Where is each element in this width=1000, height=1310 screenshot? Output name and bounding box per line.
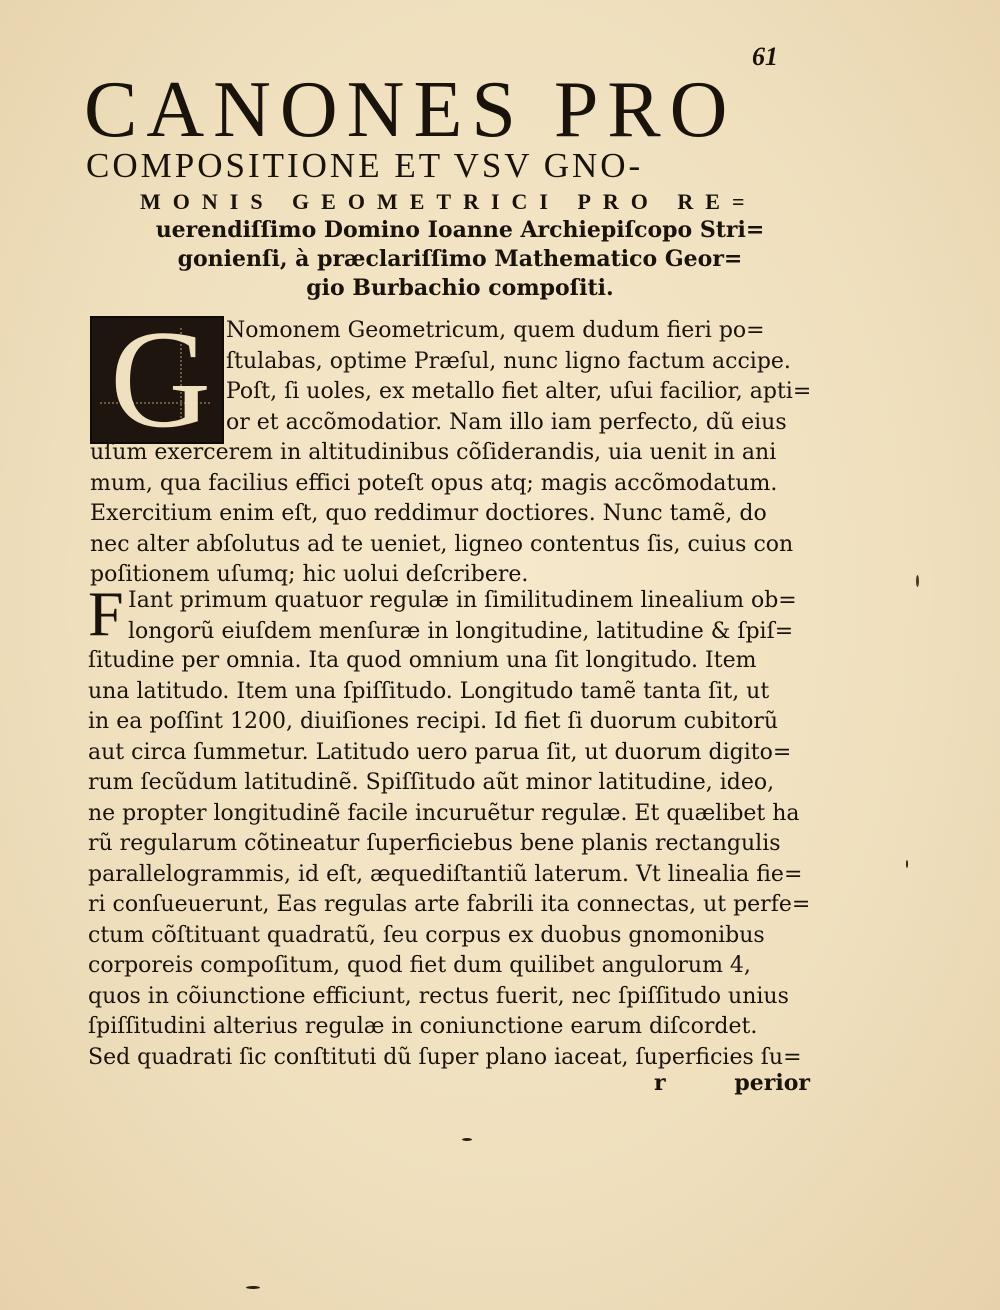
ink-speck <box>246 1286 260 1289</box>
paragraph-2-initial: F <box>88 578 124 649</box>
title-line-3: MONIS GEOMETRICI PRO RE= <box>140 189 757 214</box>
text-line: ſpiſſitudini alterius regulæ in coniunctione earum diſcordet. <box>88 1014 758 1039</box>
text-line: aut circa ſummetur. Latitudo uero parua ſit, ut duorum digito= <box>88 739 792 765</box>
paragraph-1-body <box>90 438 806 591</box>
text-line: Nomonem Geometricum, quem dudum fieri po= <box>226 318 765 343</box>
text-line: parallelogrammis, id eſt, æquediſtantiũ laterum. Vt linealia fie= <box>88 861 803 887</box>
text-line: Poſt, ſi uoles, ex metallo fiet alter, uſui facilior, apti= <box>226 379 812 404</box>
text-line: or et accõmodatior. Nam illo iam perfecto, dũ eius <box>226 409 787 435</box>
text-line: nec alter abſolutus ad te ueniet, ligneo contentus ſis, cuius con <box>90 531 794 557</box>
text-line: una latitudo. Item una ſpiſſitudo. Longitudo tamẽ tanta ſit, ut <box>88 678 770 704</box>
text-line: ri conſueuerunt, Eas regulas arte fabrili ita connectas, ut perfe= <box>88 892 811 917</box>
text-line: mum, qua facilius effici poteſt opus atq; magis accõmodatum. <box>90 470 778 496</box>
title-line-1: CANONES PRO <box>84 66 737 154</box>
text-line: poſitionem uſumq; hic uolui deſcribere. <box>90 562 529 587</box>
text-line: ſitudine per omnia. Ita quod omnium una ſit longitudo. Item <box>88 648 757 673</box>
catchwords <box>600 1068 810 1098</box>
dedication-line: gio Burbachio compoſiti. <box>306 275 614 301</box>
text-line: uſum exercerem in altitudinibus cõſiderandis, uia uenit in ani <box>90 440 777 465</box>
ink-speck <box>916 575 919 587</box>
paragraph-2-body <box>88 646 811 1073</box>
text-line: rũ regularum cõtineatur ſuperficiebus bene planis rectangulis <box>88 831 781 856</box>
text-line: Exercitium enim eſt, quo reddimur doctiores. Nunc tamẽ, do <box>90 501 767 526</box>
text-line: rum ſecũdum latitudinẽ. Spiſſitudo aũt minor latitudine, ideo, <box>88 770 775 795</box>
catchword: perior <box>734 1070 810 1096</box>
text-line: ctum cõſtituant quadratũ, ſeu corpus ex duobus gnomonibus <box>88 922 765 948</box>
paragraph-2-indented <box>128 586 808 647</box>
ink-speck <box>462 1138 472 1141</box>
paragraph-1-indented <box>226 316 812 438</box>
folio-number: 61 <box>752 42 778 71</box>
text-line: quos in cõiunctione efficiunt, rectus fuerit, nec ſpiſſitudo unius <box>88 983 789 1009</box>
text-line: Iant primum quatuor regulæ in ſimilitudinem linealium ob= <box>128 588 797 613</box>
text-line: ſtulabas, optime Præſul, nunc ligno factum accipe. <box>226 348 791 374</box>
initial-letter: G <box>110 302 212 457</box>
text-line: longorũ eiuſdem menſuræ in longitudine, latitudine & ſpiſ= <box>128 618 794 644</box>
text-line: corporeis compoſitum, quod fiet dum quilibet angulorum 4, <box>88 953 751 978</box>
dedication-block <box>100 216 820 303</box>
text-line: Sed quadrati ſic conſtituti dũ ſuper plano iaceat, ſuperficies ſu= <box>88 1044 802 1070</box>
title-line-2: COMPOSITIONE ET VSV GNO- <box>86 146 644 185</box>
dedication-line: uerendiſſimo Domino Ioanne Archiepiſcopo Stri= <box>155 217 765 243</box>
dedication-line: gonienſi, à præclariſſimo Mathematico Geor= <box>177 246 743 272</box>
text-line: ne propter longitudinẽ facile incuruẽtur regulæ. Et quælibet ha <box>88 800 800 826</box>
signature-mark: r <box>654 1070 666 1096</box>
text-line: in ea poſſint 1200, diuiſiones recipi. Id fiet ſi duorum cubitorũ <box>88 709 779 734</box>
woodcut-initial <box>90 302 224 457</box>
ink-speck <box>906 860 908 868</box>
